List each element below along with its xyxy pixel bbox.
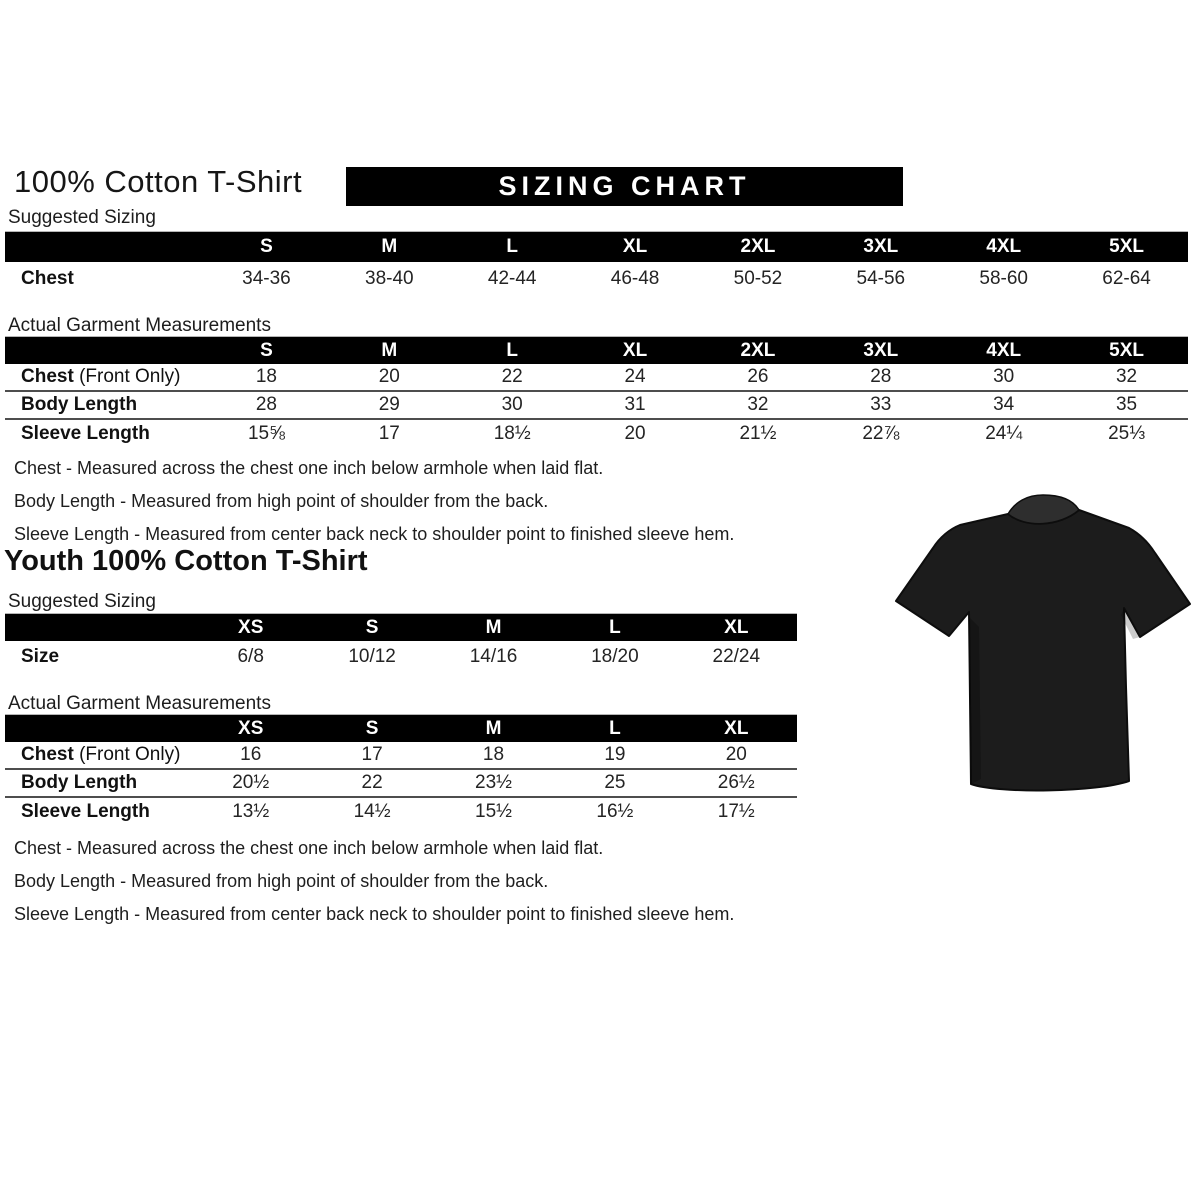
column-header: 3XL <box>863 339 899 361</box>
table-row <box>5 798 797 826</box>
note-sleeve-length: Sleeve Length - Measured from center back neck to shoulder point to finished sleeve hem. <box>14 524 735 544</box>
cell-value: 33 <box>870 394 892 415</box>
table-row <box>5 770 797 798</box>
cell-value: 17½ <box>717 801 755 822</box>
row-label-suffix: (Front Only) <box>73 744 181 765</box>
youth-title: Youth 100% Cotton T-Shirt <box>4 545 368 577</box>
adult-measurement-notes <box>14 458 734 557</box>
column-header: S <box>260 339 273 361</box>
row-label <box>5 423 205 445</box>
cell-value: 42-44 <box>487 267 537 289</box>
adult-actual-measurements-label: Actual Garment Measurements <box>8 315 271 336</box>
cell-value: 32 <box>747 394 769 415</box>
column-header: S <box>365 616 379 638</box>
note-chest: Chest - Measured across the chest one inch below armhole when laid flat. <box>14 458 604 478</box>
table-row <box>5 641 797 673</box>
cell-value: 26½ <box>717 772 755 793</box>
note-sleeve-length: Sleeve Length - Measured from center back neck to shoulder point to finished sleeve hem. <box>14 904 735 924</box>
cell-value: 24 <box>624 366 646 387</box>
table-header-row <box>5 337 1188 364</box>
column-header: XL <box>724 717 749 739</box>
row-label <box>5 772 190 794</box>
cell-value: 32 <box>1115 366 1138 387</box>
sizing-chart-banner-text: SIZING CHART <box>498 171 751 201</box>
cell-value: 16 <box>240 744 262 765</box>
column-header: 3XL <box>863 236 899 257</box>
youth-actual-measurements-table <box>5 714 797 826</box>
cell-value: 30 <box>993 366 1015 387</box>
row-label <box>5 268 205 290</box>
row-label-text: Chest <box>21 366 74 387</box>
cell-value: 13½ <box>232 801 270 822</box>
row-label <box>5 366 205 388</box>
table-row <box>5 742 797 770</box>
cell-value: 20½ <box>232 772 270 793</box>
row-label-text: Body Length <box>21 772 138 793</box>
cell-value: 20 <box>725 744 747 765</box>
cell-value: 22 <box>361 772 383 793</box>
row-label <box>5 394 205 416</box>
row-label <box>5 744 190 766</box>
cell-value: 62-64 <box>1102 267 1151 289</box>
adult-suggested-sizing-table <box>5 231 1188 295</box>
cell-value: 35 <box>1115 394 1138 415</box>
column-header: L <box>609 616 621 638</box>
cell-value: 20 <box>378 366 400 387</box>
cell-value: 14½ <box>353 801 391 822</box>
table-header-row <box>5 715 797 742</box>
product-photo <box>893 487 1193 807</box>
cell-value: 23½ <box>475 772 512 793</box>
cell-value: 14/16 <box>469 646 518 667</box>
cell-value: 20 <box>624 423 646 444</box>
cell-value: 15½ <box>475 801 512 822</box>
row-label-text: Body Length <box>21 394 138 415</box>
cell-value: 54-56 <box>856 267 906 289</box>
column-header: 4XL <box>986 339 1022 361</box>
cell-value: 28 <box>870 366 892 387</box>
adult-actual-measurements-table <box>5 336 1188 448</box>
cell-value: 18/20 <box>591 646 639 667</box>
youth-actual-measurements-label: Actual Garment Measurements <box>8 693 271 714</box>
cell-value: 21½ <box>739 423 777 444</box>
cell-value: 19 <box>604 744 626 765</box>
cell-value: 10/12 <box>348 646 396 667</box>
column-header: XL <box>622 236 648 257</box>
cell-value: 18 <box>255 366 277 387</box>
column-header: XS <box>238 717 264 739</box>
column-header: 4XL <box>986 236 1022 257</box>
column-header: 2XL <box>740 339 776 361</box>
cell-value: 22 <box>501 366 523 387</box>
column-header: M <box>381 339 398 361</box>
cell-value: 58-60 <box>979 267 1028 289</box>
row-label-text: Size <box>21 646 60 667</box>
cell-value: 31 <box>624 394 646 415</box>
note-chest: Chest - Measured across the chest one inch below armhole when laid flat. <box>14 838 604 858</box>
column-header: S <box>260 236 273 257</box>
column-header: L <box>609 717 621 739</box>
cell-value: 34-36 <box>242 267 291 289</box>
row-label <box>5 801 190 823</box>
cell-value: 24¼ <box>985 423 1023 444</box>
cell-value: 25 <box>604 772 626 793</box>
adult-suggested-sizing-label: Suggested Sizing <box>8 207 156 228</box>
note-body-length: Body Length - Measured from high point of shoulder from the back. <box>14 871 549 891</box>
cell-value: 22/24 <box>712 646 761 667</box>
cell-value: 28 <box>255 394 277 415</box>
note-body-length: Body Length - Measured from high point of shoulder from the back. <box>14 491 549 511</box>
sizing-chart-banner <box>346 167 903 206</box>
table-row <box>5 364 1188 392</box>
cell-value: 26 <box>747 366 769 387</box>
page-title: 100% Cotton T-Shirt <box>14 164 303 199</box>
column-header: M <box>381 236 398 257</box>
youth-measurement-notes <box>14 838 734 937</box>
row-label-text: Sleeve Length <box>21 423 150 444</box>
cell-value: 18½ <box>493 423 531 444</box>
cell-value: 6/8 <box>237 646 264 667</box>
youth-suggested-sizing-table <box>5 613 797 673</box>
column-header: S <box>365 717 379 739</box>
column-header: M <box>485 616 502 638</box>
table-header-row <box>5 232 1188 262</box>
table-header-row <box>5 614 797 641</box>
cell-value: 30 <box>501 394 523 415</box>
column-header: L <box>506 339 518 361</box>
row-label-suffix: (Front Only) <box>73 366 181 387</box>
row-label-text: Chest <box>21 744 74 765</box>
cell-value: 22⅞ <box>862 423 900 444</box>
row-label-text: Sleeve Length <box>21 801 150 822</box>
black-t-shirt-image <box>893 487 1193 807</box>
cell-value: 15⅝ <box>247 423 285 444</box>
column-header: XS <box>238 616 264 638</box>
column-header: XL <box>622 339 648 361</box>
cell-value: 46-48 <box>610 267 660 289</box>
column-header: 5XL <box>1109 339 1144 361</box>
table-row <box>5 392 1188 420</box>
cell-value: 16½ <box>596 801 634 822</box>
cell-value: 25⅓ <box>1108 423 1146 444</box>
row-label-text: Chest <box>21 267 74 289</box>
t-shirt-body <box>896 510 1190 790</box>
cell-value: 18 <box>482 744 505 765</box>
table-row <box>5 420 1188 448</box>
cell-value: 29 <box>378 394 400 415</box>
table-row <box>5 262 1188 295</box>
column-header: 5XL <box>1109 236 1144 257</box>
cell-value: 38-40 <box>365 267 414 289</box>
column-header: L <box>506 236 518 257</box>
cell-value: 17 <box>361 744 383 765</box>
column-header: M <box>485 717 502 739</box>
cell-value: 34 <box>993 394 1015 415</box>
column-header: XL <box>724 616 749 638</box>
youth-suggested-sizing-label: Suggested Sizing <box>8 591 156 612</box>
cell-value: 17 <box>378 423 400 444</box>
row-label <box>5 646 190 668</box>
column-header: 2XL <box>740 236 776 257</box>
cell-value: 50-52 <box>733 267 783 289</box>
